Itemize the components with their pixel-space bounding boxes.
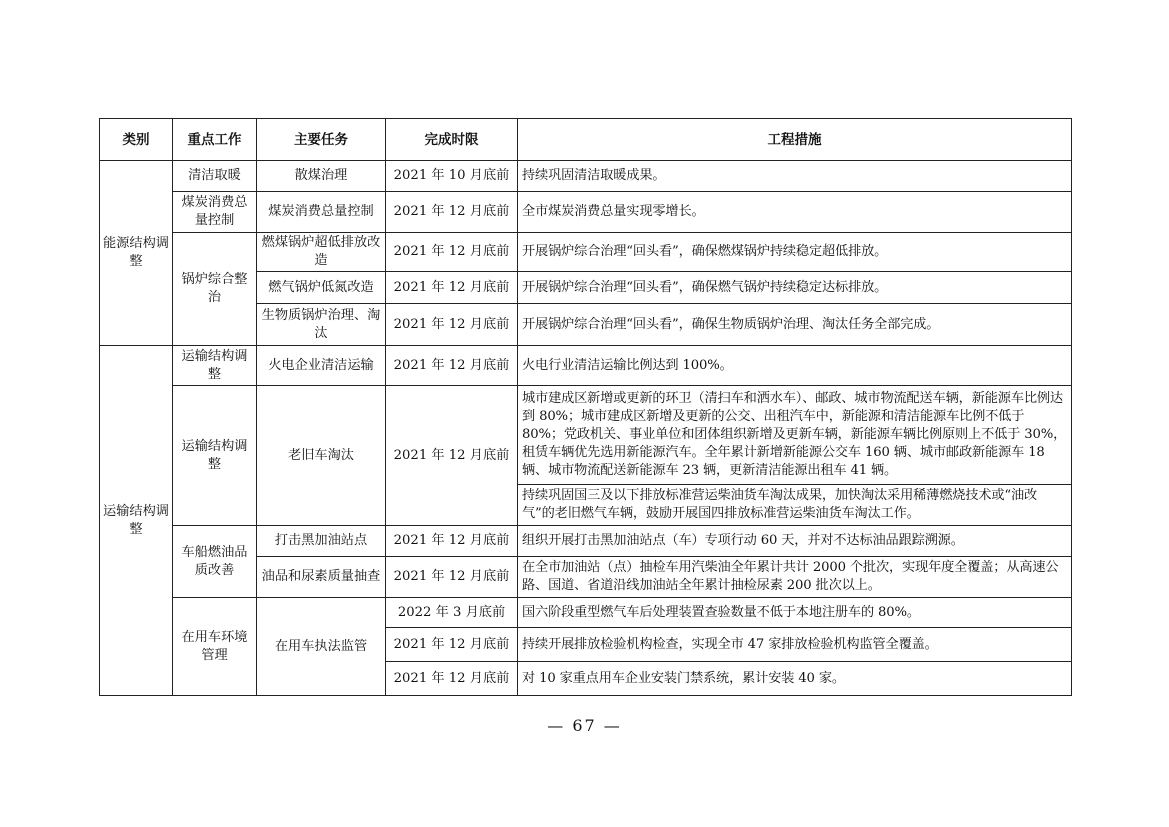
header-deadline: 完成时限 <box>386 119 518 161</box>
table-row <box>100 346 1072 386</box>
task-cell: 燃气锅炉低氮改造 <box>257 272 386 304</box>
deadline-cell: 2021 年 12 月底前 <box>386 346 518 386</box>
measure-cell: 开展锅炉综合治理“回头看”，确保生物质锅炉治理、淘汰任务全部完成。 <box>518 304 1072 346</box>
key-work-cell: 车船燃油品质改善 <box>173 526 257 598</box>
measure-cell: 组织开展打击黑加油站点（车）专项行动 60 天，并对不达标油品跟踪溯源。 <box>518 526 1072 557</box>
measure-cell: 持续巩固清洁取暖成果。 <box>518 161 1072 192</box>
page-number: — 67 — <box>547 716 622 735</box>
deadline-cell: 2021 年 12 月底前 <box>386 386 518 526</box>
measure-cell: 城市建成区新增或更新的环卫（清扫车和洒水车）、邮政、城市物流配送车辆，新能源车比例达到 80%；城市建成区新增及更新的公交、出租汽车中，新能源和清洁能源车比例不低于 80%；党政机关、事业单位和团体组织新增及更新车辆，新能源车辆比例原则上不低于 30%，租赁车辆优先选用新能源汽车。全年累计新增新能源公交车 160 辆、城市邮政新能源车 18 辆、城市物流配送新能源车 23 辆，更新清洁能源出租车 41 辆。 <box>518 386 1072 485</box>
key-work-cell: 运输结构调整 <box>173 386 257 526</box>
task-cell: 在用车执法监管 <box>257 598 386 696</box>
deadline-cell: 2021 年 12 月底前 <box>386 304 518 346</box>
measure-cell: 开展锅炉综合治理“回头看”，确保燃气锅炉持续稳定达标排放。 <box>518 272 1072 304</box>
category-cell: 运输结构调整 <box>100 346 173 696</box>
deadline-cell: 2021 年 12 月底前 <box>386 628 518 662</box>
table-row <box>100 233 1072 272</box>
header-key-work: 重点工作 <box>173 119 257 161</box>
header-main-task: 主要任务 <box>257 119 386 161</box>
key-work-cell: 煤炭消费总量控制 <box>173 192 257 233</box>
deadline-cell: 2021 年 12 月底前 <box>386 662 518 696</box>
key-work-cell: 运输结构调整 <box>173 346 257 386</box>
task-cell: 煤炭消费总量控制 <box>257 192 386 233</box>
table-row <box>100 192 1072 233</box>
task-cell: 生物质锅炉治理、淘汰 <box>257 304 386 346</box>
key-work-cell: 清洁取暖 <box>173 161 257 192</box>
measure-cell: 持续开展排放检验机构检查，实现全市 47 家排放检验机构监管全覆盖。 <box>518 628 1072 662</box>
header-measures: 工程措施 <box>518 119 1072 161</box>
table-header-row <box>100 119 1072 161</box>
deadline-cell: 2021 年 12 月底前 <box>386 192 518 233</box>
measure-cell: 火电行业清洁运输比例达到 100%。 <box>518 346 1072 386</box>
measure-cell: 国六阶段重型燃气车后处理装置查验数量不低于本地注册车的 80%。 <box>518 598 1072 628</box>
table-row <box>100 598 1072 628</box>
table-row <box>100 526 1072 557</box>
deadline-cell: 2021 年 12 月底前 <box>386 233 518 272</box>
table-row <box>100 161 1072 192</box>
task-cell: 打击黑加油站点 <box>257 526 386 557</box>
deadline-cell: 2021 年 12 月底前 <box>386 526 518 557</box>
task-cell: 燃煤锅炉超低排放改造 <box>257 233 386 272</box>
category-cell: 能源结构调整 <box>100 161 173 346</box>
key-work-cell: 在用车环境管理 <box>173 598 257 696</box>
deadline-cell: 2021 年 12 月底前 <box>386 272 518 304</box>
measure-cell: 持续巩固国三及以下排放标准营运柴油货车淘汰成果，加快淘汰采用稀薄燃烧技术或“油改气”的老旧燃气车辆，鼓励开展国四排放标准营运柴油货车淘汰工作。 <box>518 485 1072 526</box>
measure-cell: 对 10 家重点用车企业安装门禁系统，累计安装 40 家。 <box>518 662 1072 696</box>
deadline-cell: 2022 年 3 月底前 <box>386 598 518 628</box>
measure-cell: 开展锅炉综合治理“回头看”，确保燃煤锅炉持续稳定超低排放。 <box>518 233 1072 272</box>
task-cell: 油品和尿素质量抽查 <box>257 557 386 598</box>
measure-cell: 全市煤炭消费总量实现零增长。 <box>518 192 1072 233</box>
key-work-cell: 锅炉综合整治 <box>173 233 257 346</box>
task-cell: 火电企业清洁运输 <box>257 346 386 386</box>
header-category: 类别 <box>100 119 173 161</box>
emission-measures-table <box>99 118 1072 696</box>
deadline-cell: 2021 年 12 月底前 <box>386 557 518 598</box>
deadline-cell: 2021 年 10 月底前 <box>386 161 518 192</box>
table-row <box>100 386 1072 485</box>
task-cell: 散煤治理 <box>257 161 386 192</box>
task-cell: 老旧车淘汰 <box>257 386 386 526</box>
measure-cell: 在全市加油站（点）抽检车用汽柴油全年累计共计 2000 个批次，实现年度全覆盖；从高速公路、国道、省道沿线加油站全年累计抽检尿素 200 批次以上。 <box>518 557 1072 598</box>
